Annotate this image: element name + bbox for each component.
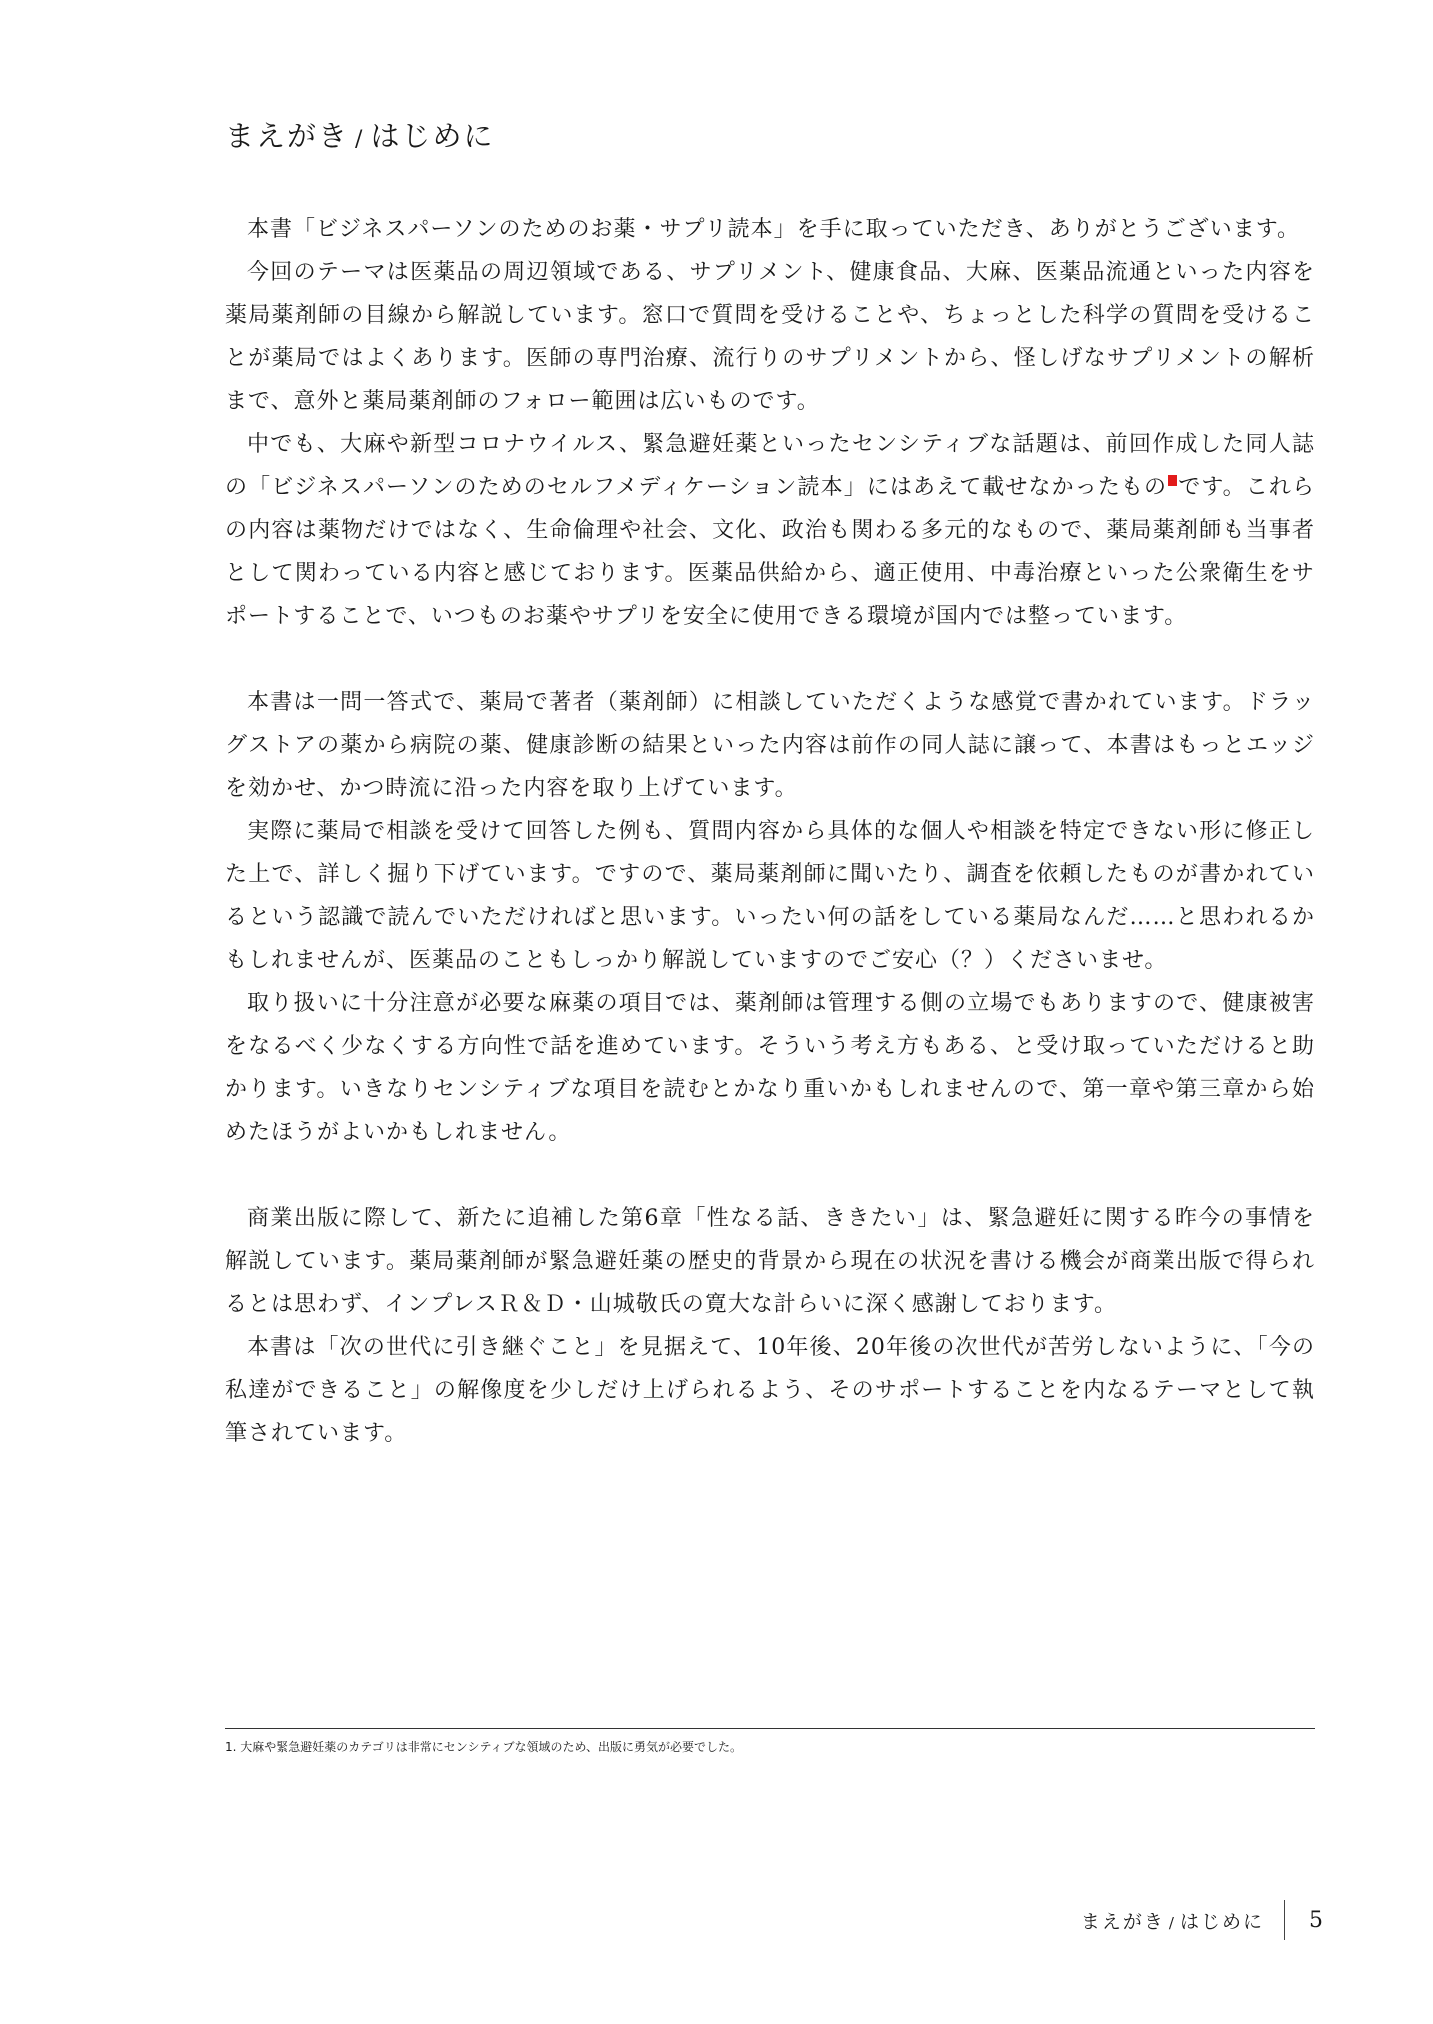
running-title-main: まえがき [1080,1910,1165,1933]
paragraph-2: 今回のテーマは医薬品の周辺領域である、サプリメント、健康食品、大麻、医薬品流通といった内容を薬局薬剤師の目線から解説しています。窓口で質問を受けることや、ちょっとした科学の質問を受けることが薬局ではよくあります。医師の専門治療、流行りのサプリメントから、怪しげなサプリメントの解析まで、意外と薬局薬剤師のフォロー範囲は広いものです。 [225,260,1315,414]
page-title-separator: / [355,127,365,152]
page-title-sub: はじめに [370,119,495,153]
page-title [225,116,494,160]
running-title [1081,1907,1284,1934]
paragraph-3-before: 中でも、大麻や新型コロナウイルス、緊急避妊薬といったセンシティブな話題は、前回作成した同人誌の「ビジネスパーソンのためのセルフメディケーション読本」にはあえて載せなかったもの [225,432,1315,500]
paragraph-8: 本書は「次の世代に引き継ぐこと」を見据えて、10年後、20年後の次世代が苦労しないように、「今の私達ができること」の解像度を少しだけ上げられるよう、そのサポートすることを内なるテーマとして執筆されています。 [225,1335,1315,1446]
paragraph-6: 取り扱いに十分注意が必要な麻薬の項目では、薬剤師は管理する側の立場でもありますので、健康被害をなるべく少なくする方向性で話を進めています。そういう考え方もある、と受け取っていただけると助かります。いきなりセンシティブな項目を読むとかなり重いかもしれませんので、第一章や第三章から始めたほうがよいかもしれません。 [225,991,1315,1145]
footnote-marker[interactable] [1168,475,1177,486]
paragraph-3-after: です。これらの内容は薬物だけではなく、生命倫理や社会、文化、政治も関わる多元的なもので、薬局薬剤師も当事者として関わっている内容と感じております。医薬品供給から、適正使用、中毒治療といった公衆衛生をサポートすることで、いつものお薬やサプリを安全に使用できる環境が国内では整っています。 [225,475,1315,629]
paragraph-7: 商業出版に際して、新たに追補した第6章「性なる話、ききたい」は、緊急避妊に関する昨今の事情を解説しています。薬局薬剤師が緊急避妊薬の歴史的背景から現在の状況を書ける機会が商業出版で得られるとは思わず、インプレスＲ＆Ｄ・山城敬氏の寛大な計らいに深く感謝しております。 [225,1206,1315,1317]
page-number: 5 [1309,1907,1323,1933]
paragraph-1: 本書「ビジネスパーソンのためのお薬・サプリ読本」を手に取っていただき、ありがとうございます。 [247,217,1300,242]
running-title-sub: はじめに [1179,1910,1264,1933]
paragraph-4: 本書は一問一答式で、薬局で著者（薬剤師）に相談していただくような感覚で書かれています。ドラッグストアの薬から病院の薬、健康診断の結果といった内容は前作の同人誌に譲って、本書はもっとエッジを効かせ、かつ時流に沿った内容を取り上げています。 [225,690,1315,801]
footnote-divider [225,1728,1315,1729]
body-text [225,208,1315,1455]
paragraph-5: 実際に薬局で相談を受けて回答した例も、質問内容から具体的な個人や相談を特定できない形に修正した上で、詳しく掘り下げています。ですので、薬局薬剤師に聞いたり、調査を依頼したものが書かれているという認識で読んでいただければと思います。いったい何の話をしている薬局なんだ……と思われるかもしれませんが、医薬品のこともしっかり解説していますのでご安心（？）くださいませ。 [225,819,1315,973]
running-title-separator: / [1168,1913,1176,1932]
running-footer [1081,1900,1323,1940]
page-title-main: まえがき [225,119,350,153]
paragraph-3 [225,423,1315,638]
footnote: 1. 大麻や緊急避妊薬のカテゴリは非常にセンシティブな領域のため、出版に勇気が必要でした。 [225,1740,743,1754]
